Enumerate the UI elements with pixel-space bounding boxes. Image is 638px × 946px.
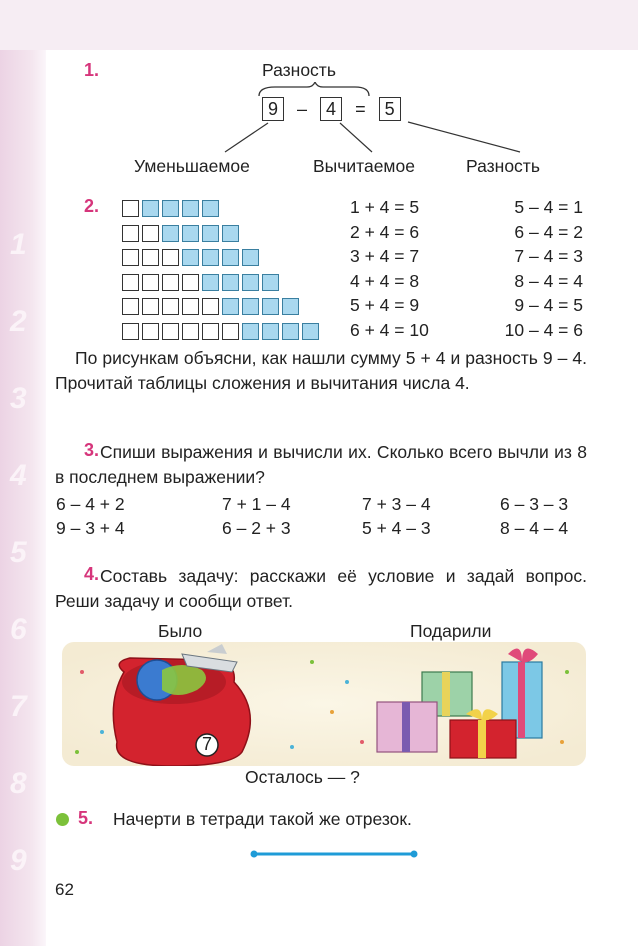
side-number: 4 bbox=[10, 459, 27, 492]
blue-square bbox=[202, 274, 219, 291]
diff-expression: 6 – 4 = 2 bbox=[514, 221, 583, 242]
blue-square bbox=[222, 249, 239, 266]
blue-square bbox=[202, 249, 219, 266]
bullet-icon bbox=[56, 813, 69, 831]
task2-row bbox=[122, 298, 302, 322]
blue-square bbox=[282, 298, 299, 315]
white-square bbox=[222, 323, 239, 340]
task3-expression: 5 + 4 – 3 bbox=[362, 518, 431, 538]
sum-expression: 5 + 4 = 9 bbox=[350, 295, 420, 316]
white-square bbox=[122, 225, 139, 242]
side-number: 9 bbox=[10, 844, 27, 877]
blue-square bbox=[242, 249, 259, 266]
task2-row bbox=[122, 274, 282, 298]
minus-sign: – bbox=[297, 99, 308, 119]
white-square bbox=[202, 298, 219, 315]
task4-number: 4. bbox=[84, 564, 100, 584]
white-square bbox=[142, 249, 159, 266]
side-number: 5 bbox=[10, 536, 27, 569]
task2-row bbox=[122, 249, 262, 273]
task2-row bbox=[122, 200, 222, 224]
blue-square bbox=[262, 298, 279, 315]
white-square bbox=[182, 298, 199, 315]
page-number: 62 bbox=[55, 880, 74, 899]
white-square bbox=[122, 274, 139, 291]
white-square bbox=[162, 249, 179, 266]
label-subtrahend: Вычитаемое bbox=[313, 156, 415, 176]
label-minuend: Уменьшаемое bbox=[134, 156, 250, 176]
subtrahend-box: 4 bbox=[320, 97, 342, 121]
task1-top-label: Разность bbox=[262, 60, 336, 80]
diff-expression: 10 – 4 = 6 bbox=[504, 320, 583, 340]
task3-expression: 6 – 2 + 3 bbox=[222, 518, 291, 538]
task3-expression: 7 + 3 – 4 bbox=[362, 494, 431, 514]
white-square bbox=[122, 200, 139, 217]
task3-number: 3. bbox=[84, 440, 100, 460]
equals-sign: = bbox=[355, 99, 366, 119]
white-square bbox=[182, 323, 199, 340]
minuend-box: 9 bbox=[262, 97, 284, 121]
sum-expression: 2 + 4 = 6 bbox=[350, 221, 420, 242]
task5-number: 5. bbox=[78, 808, 94, 828]
diff-expression: 8 – 4 = 4 bbox=[514, 270, 583, 291]
sum-expression: 4 + 4 = 8 bbox=[350, 270, 420, 291]
gift-bag bbox=[113, 644, 250, 766]
label-left: Осталось — ? bbox=[245, 767, 360, 787]
side-number: 7 bbox=[10, 690, 27, 723]
blue-square bbox=[162, 225, 179, 242]
diff-expression: 9 – 4 = 5 bbox=[514, 295, 583, 316]
task3-expression: 6 – 3 – 3 bbox=[500, 494, 569, 514]
task1-number: 1. bbox=[84, 60, 100, 80]
result-box: 5 bbox=[379, 97, 401, 121]
sum-expression: 6 + 4 = 10 bbox=[350, 320, 429, 340]
label-was: Было bbox=[158, 621, 203, 641]
diff-expression: 7 – 4 = 3 bbox=[514, 246, 583, 267]
white-square bbox=[142, 274, 159, 291]
white-square bbox=[162, 274, 179, 291]
task4-text: Составь задачу: расскажи её условие и задай вопрос. Реши задачу и сообщи ответ. bbox=[55, 566, 587, 611]
blue-square bbox=[302, 323, 319, 340]
blue-square bbox=[202, 200, 219, 217]
task2-number: 2. bbox=[84, 196, 100, 216]
side-number: 2 bbox=[10, 305, 27, 338]
white-square bbox=[122, 249, 139, 266]
blue-square bbox=[162, 200, 179, 217]
label-gifted: Подарили bbox=[410, 621, 492, 641]
blue-square bbox=[182, 200, 199, 217]
side-number: 8 bbox=[10, 767, 27, 800]
bag-count: 7 bbox=[201, 734, 212, 754]
task3-text: Спиши выражения и вычисли их. Сколько всего вычли из 8 в последнем выражении? bbox=[55, 442, 587, 487]
blue-square bbox=[222, 274, 239, 291]
white-square bbox=[202, 323, 219, 340]
white-square bbox=[162, 298, 179, 315]
blue-square bbox=[222, 298, 239, 315]
blue-square bbox=[182, 249, 199, 266]
blue-square bbox=[282, 323, 299, 340]
task3-expression: 6 – 4 + 2 bbox=[56, 494, 125, 514]
task3-expression: 8 – 4 – 4 bbox=[500, 518, 569, 538]
white-square bbox=[162, 323, 179, 340]
blue-square bbox=[242, 298, 259, 315]
sum-expression: 1 + 4 = 5 bbox=[350, 197, 420, 217]
blue-square bbox=[142, 200, 159, 217]
task2-text: По рисункам объясни, как нашли сумму 5 + 4 и разность 9 – 4. Прочитай таблицы сложения и вычитания числа 4. bbox=[55, 348, 587, 393]
task3-expression: 7 + 1 – 4 bbox=[222, 494, 291, 514]
blue-square bbox=[182, 225, 199, 242]
white-square bbox=[142, 323, 159, 340]
label-difference: Разность bbox=[466, 156, 540, 176]
sum-expression: 3 + 4 = 7 bbox=[350, 246, 420, 267]
blue-square bbox=[202, 225, 219, 242]
diff-expression: 5 – 4 = 1 bbox=[514, 197, 583, 217]
white-square bbox=[142, 298, 159, 315]
white-square bbox=[122, 298, 139, 315]
task5-text: Начерти в тетради такой же отрезок. bbox=[113, 809, 412, 829]
white-square bbox=[142, 225, 159, 242]
task3-expression: 9 – 3 + 4 bbox=[56, 518, 125, 538]
task2-row bbox=[122, 225, 242, 249]
blue-square bbox=[242, 323, 259, 340]
blue-square bbox=[262, 323, 279, 340]
task2-row bbox=[122, 323, 322, 347]
blue-square bbox=[262, 274, 279, 291]
blue-square bbox=[222, 225, 239, 242]
side-number: 6 bbox=[10, 613, 27, 646]
blue-square bbox=[242, 274, 259, 291]
task4-illustration bbox=[62, 642, 586, 766]
white-square bbox=[122, 323, 139, 340]
side-number: 3 bbox=[10, 382, 27, 415]
white-square bbox=[182, 274, 199, 291]
segment-line bbox=[248, 848, 420, 860]
side-number: 1 bbox=[10, 228, 27, 261]
